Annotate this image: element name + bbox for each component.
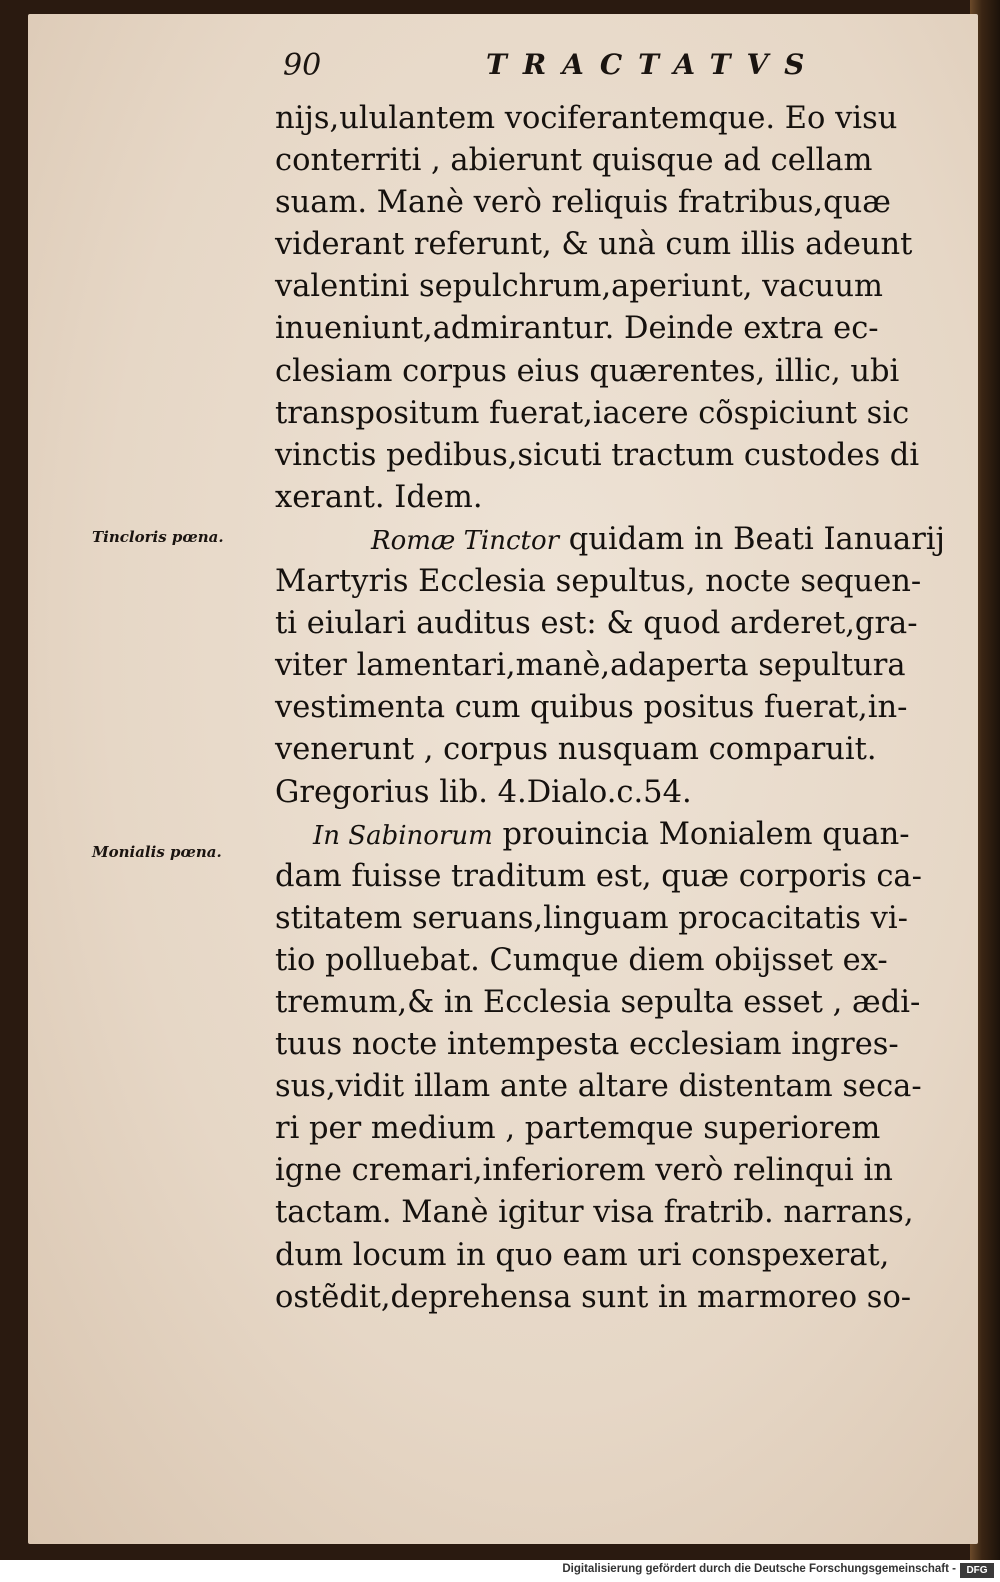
text-line: quidam in Beati Ianuarij xyxy=(568,521,945,557)
text-line: tactam. Manè igitur visa fratrib. narrans, xyxy=(275,1195,914,1231)
text-line: valentini sepulchrum,aperiunt, vacuum xyxy=(275,269,883,305)
italic-lead: Romæ Tinctor xyxy=(371,525,560,556)
margin-note-monialis: Monialis pœna. xyxy=(92,843,222,861)
text-line: stitatem seruans,linguam procacitatis vi- xyxy=(275,900,908,936)
running-title: TRACTATVS xyxy=(486,48,821,81)
text-line: venerunt , corpus nusquam comparuit. xyxy=(275,732,877,768)
text-line: Martyris Ecclesia sepultus, nocte sequen- xyxy=(275,564,922,600)
text-line: dum locum in quo eam uri conspexerat, xyxy=(275,1237,890,1273)
text-line: prouincia Monialem quan- xyxy=(502,816,910,852)
text-line: ri per medium , partemque superiorem xyxy=(275,1111,881,1147)
dfg-logo-icon: DFG xyxy=(960,1563,994,1578)
text-line: transpositum fuerat,iacere cõspiciunt sic xyxy=(275,395,910,431)
text-line: viter lamentari,manè,adaperta sepultura xyxy=(275,648,906,684)
text-line: igne cremari,inferiorem verò relinqui in xyxy=(275,1153,893,1189)
text-line: tuus nocte intempesta ecclesiam ingres- xyxy=(275,1027,899,1063)
paragraph-start-line xyxy=(275,814,940,856)
text-line: nijs,ululantem vociferantemque. Eo visu xyxy=(275,101,898,136)
text-line: xerant. Idem. xyxy=(275,479,483,515)
text-line: vestimenta cum quibus positus fuerat,in- xyxy=(275,690,908,726)
text-line: ti eiulari auditus est: & quod arderet,gra- xyxy=(275,606,918,642)
text-line: tio polluebat. Cumque diem obijsset ex- xyxy=(275,942,888,978)
text-line: sus,vidit illam ante altare distentam seca- xyxy=(275,1069,922,1105)
funding-credit: Digitalisierung gefördert durch die Deutsche Forschungsgemeinschaft - xyxy=(562,1563,956,1575)
text-line: vinctis pedibus,sicuti tractum custodes di xyxy=(275,437,920,473)
text-line: Gregorius lib. 4.Dialo.c.54. xyxy=(275,774,692,810)
text-line: clesiam corpus eius quærentes, illic, ubi xyxy=(275,353,900,389)
text-line: tremum,& in Ecclesia sepulta esset , ædi- xyxy=(275,984,921,1020)
text-line: conterriti , abierunt quisque ad cellam xyxy=(275,143,873,179)
running-header xyxy=(0,40,1000,90)
text-line: dam fuisse traditum est, quæ corporis ca- xyxy=(275,858,922,894)
italic-lead: In Sabinorum xyxy=(313,820,493,851)
footer-bar xyxy=(0,1560,1000,1582)
text-line: inueniunt,admirantur. Deinde extra ec- xyxy=(275,311,879,347)
text-line: viderant referunt, & unà cum illis adeunt xyxy=(275,227,913,263)
text-line: suam. Manè verò reliquis fratribus,quæ xyxy=(275,185,891,221)
paragraph-start-line xyxy=(275,519,945,561)
margin-note-tinctoris: Tincloris pœna. xyxy=(92,528,224,546)
text-line: ostẽdit,deprehensa sunt in marmoreo so- xyxy=(275,1279,912,1315)
body-text xyxy=(275,98,945,1319)
page-number: 90 xyxy=(283,48,322,83)
